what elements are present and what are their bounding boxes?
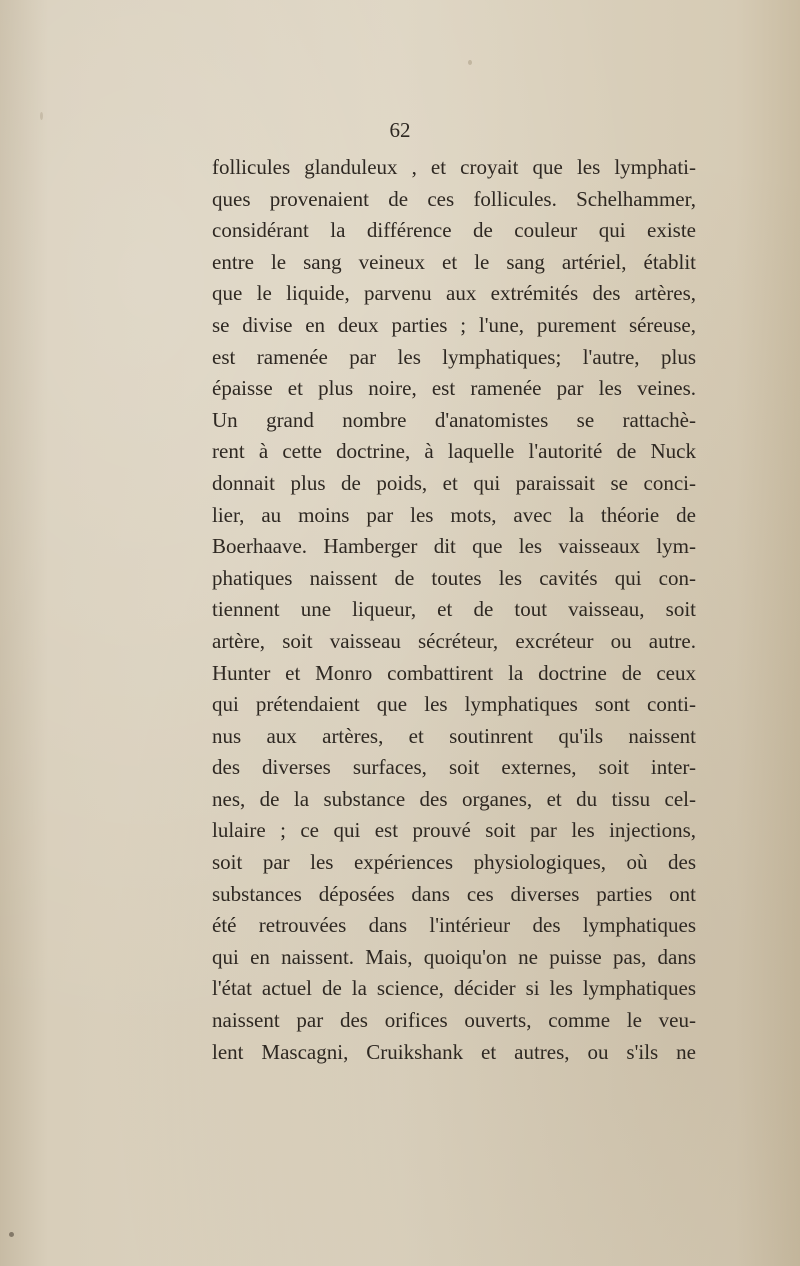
body-text	[212, 152, 696, 1068]
text-line: des diverses surfaces, soit externes, soit inter-	[212, 755, 696, 780]
text-line: entre le sang veineux et le sang artériel, établit	[212, 249, 696, 274]
text-line: substances déposées dans ces diverses parties ont	[212, 881, 696, 906]
text-line: épaisse et plus noire, est ramenée par les veines.	[212, 376, 696, 401]
text-line: Boerhaave. Hamberger dit que les vaisseaux lym-	[212, 534, 696, 559]
text-line: se divise en deux parties ; l'une, purement séreuse,	[212, 312, 696, 337]
text-line: l'état actuel de la science, décider si les lymphatiques	[212, 976, 696, 1001]
text-line: Un grand nombre d'anatomistes se rattachè-	[212, 407, 696, 432]
text-line: soit par les expériences physiologiques, où des	[212, 850, 696, 875]
text-line: donnait plus de poids, et qui paraissait se conci-	[212, 470, 696, 495]
text-line: rent à cette doctrine, à laquelle l'autorité de Nuck	[212, 439, 696, 464]
paper-spot	[468, 60, 472, 65]
text-line: naissent par des orifices ouverts, comme le veu-	[212, 1008, 696, 1033]
text-line: lier, au moins par les mots, avec la théorie de	[212, 502, 696, 527]
text-line: artère, soit vaisseau sécréteur, excréteur ou autre.	[212, 628, 696, 653]
text-line: est ramenée par les lymphatiques; l'autre, plus	[212, 344, 696, 369]
text-line: phatiques naissent de toutes les cavités qui con-	[212, 565, 696, 590]
text-line: considérant la différence de couleur qui existe	[212, 218, 696, 243]
text-line: qui prétendaient que les lymphatiques sont conti-	[212, 692, 696, 717]
paper-spot	[9, 1232, 14, 1237]
text-line: lulaire ; ce qui est prouvé soit par les injections,	[212, 818, 696, 843]
text-line: nes, de la substance des organes, et du tissu cel-	[212, 786, 696, 811]
text-line: Hunter et Monro combattirent la doctrine de ceux	[212, 660, 696, 685]
text-line: qui en naissent. Mais, quoiqu'on ne puisse pas, dans	[212, 944, 696, 969]
text-line: que le liquide, parvenu aux extrémités des artères,	[212, 281, 696, 306]
text-line: tiennent une liqueur, et de tout vaisseau, soit	[212, 597, 696, 622]
text-line: ques provenaient de ces follicules. Schelhammer,	[212, 186, 696, 211]
text-line: nus aux artères, et soutinrent qu'ils naissent	[212, 723, 696, 748]
text-line: follicules glanduleux , et croyait que les lymphati-	[212, 155, 696, 179]
text-line: été retrouvées dans l'intérieur des lymphatiques	[212, 913, 696, 938]
page-number: 62	[389, 118, 411, 142]
text-line: lent Mascagni, Cruikshank et autres, ou s'ils ne	[212, 1039, 696, 1064]
